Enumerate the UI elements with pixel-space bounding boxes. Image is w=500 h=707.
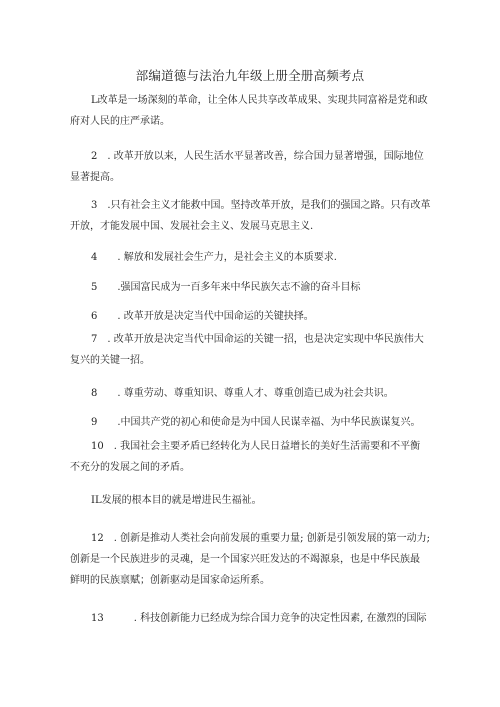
point-6 xyxy=(70,306,436,327)
point-2 xyxy=(70,146,436,188)
point-9 xyxy=(70,412,436,433)
point-line: 3 .只有社会主义才能救中国。坚持改革开放，是我们的强国之路。只有改革 xyxy=(91,200,431,211)
point-12 xyxy=(70,528,436,591)
page-title: 部编道德与法治九年级上册全册高频考点 xyxy=(135,68,365,83)
point-5 xyxy=(70,277,436,298)
point-line: 13 . 科技创新能力已经成为综合国力竞争的决定性因素, 在激烈的国际 xyxy=(91,613,427,624)
point-4 xyxy=(70,247,436,268)
point-line: 2 . 改革开放以来，人民生活水平显著改善，综合国力显著增强，国际地位 xyxy=(91,151,424,162)
point-11 xyxy=(70,490,436,511)
point-line: L改革是一场深刻的革命，让全体人民共享改革成果、实现共同富裕是党和政 xyxy=(91,95,428,106)
point-line: 开放，才能发展中国、发展社会主义、发展马克思主义. xyxy=(70,221,314,232)
point-line: 不充分的发展之间的矛盾。 xyxy=(70,462,190,473)
point-line: 创新是一个民族进步的灵魂，是一个国家兴旺发达的不竭源泉，也是中华民族最 xyxy=(70,554,420,565)
point-7 xyxy=(70,329,436,371)
point-line: 9 .中国共产党的初心和使命是为中国人民谋幸福、为中华民族谋复兴。 xyxy=(91,417,421,428)
point-line: 复兴的关键一招。 xyxy=(70,355,150,366)
point-line: 12 . 创新是推动人类社会向前发展的重要力量; 创新是引领发展的第一动力; xyxy=(91,533,430,544)
point-line: 8 . 尊重劳动、尊重知识、尊重人才、尊重创造已成为社会共识。 xyxy=(91,388,394,399)
point-13 xyxy=(70,608,436,629)
point-line: 显著提高。 xyxy=(70,172,120,183)
point-line: 6 . 改革开放是决定当代中国命运的关键抉择。 xyxy=(91,311,314,322)
point-line: 府对人民的庄严承诺。 xyxy=(70,116,170,127)
point-8 xyxy=(70,383,436,404)
point-1 xyxy=(70,90,436,132)
point-line: 5 .强国富民成为一百多年来中华民族矢志不渝的奋斗目标 xyxy=(91,282,361,293)
point-line: 7 . 改革开放是决定当代中国命运的关键一招，也是决定实现中华民族伟大 xyxy=(91,334,424,345)
point-3 xyxy=(70,195,436,237)
point-line: IL发展的根本目的就是增进民生福祉。 xyxy=(91,495,262,506)
point-line: 4 . 解放和发展社会生产力，是社会主义的本质要求. xyxy=(91,252,337,263)
point-line: 鲜明的民族禀赋；创新驱动是国家命运所系。 xyxy=(70,575,270,586)
point-line: 10 . 我国社会主要矛盾已经转化为人民日益增长的美好生活需要和不平衡 xyxy=(91,441,421,452)
point-10 xyxy=(70,436,436,478)
